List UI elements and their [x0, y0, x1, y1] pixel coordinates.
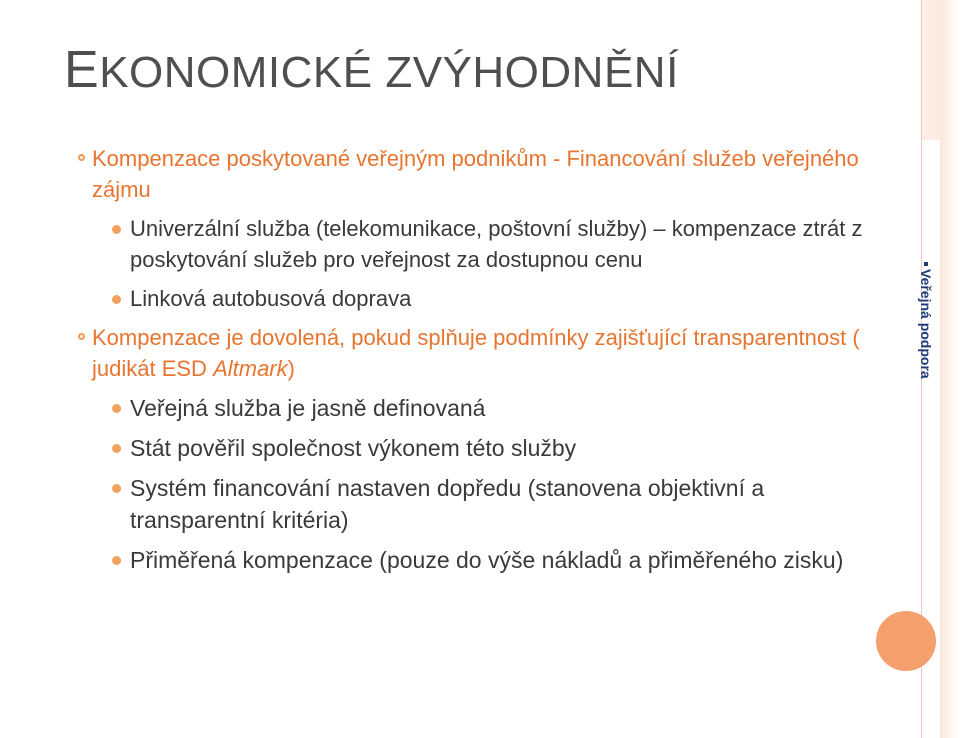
square-bullet-icon — [924, 262, 928, 266]
bullet-text: Kompenzace poskytované veřejným podnikům - Financování služeb veřejného zájmu — [92, 146, 859, 202]
decor-band-right — [940, 0, 960, 738]
title-rest: KONOMICKÉ ZVÝHODNĚNÍ — [99, 48, 679, 97]
bullet-level2 — [78, 544, 878, 576]
side-label-text: Veřejná podpora — [918, 269, 934, 379]
bullet-text: Univerzální služba (telekomunikace, poštovní služby) – kompenzace ztrát z poskytování služeb pro veřejnost za dostupnou cenu — [130, 216, 863, 272]
slide-title — [64, 40, 679, 100]
bullet-level2 — [78, 432, 878, 464]
ring-bullet-icon — [78, 333, 85, 340]
dot-bullet-icon — [112, 225, 121, 234]
bullet-text: Přiměřená kompenzace (pouze do výše nákladů a přiměřeného zisku) — [130, 547, 844, 573]
dot-bullet-icon — [112, 404, 121, 413]
bullet-level2 — [78, 213, 878, 275]
bullet-level2 — [78, 472, 878, 536]
dot-bullet-icon — [112, 484, 121, 493]
dot-bullet-icon — [112, 556, 121, 565]
dot-bullet-icon — [112, 444, 121, 453]
bullet-level1 — [78, 143, 878, 205]
bullet-text: Linková autobusová doprava — [130, 286, 412, 311]
bullet-text-end: ) — [287, 356, 295, 381]
bullet-text: Kompenzace je dovolená, pokud splňuje podmínky zajišťující transparentnost ( judikát ESD — [92, 325, 860, 381]
bullet-level1 — [78, 322, 878, 384]
slide-content — [78, 143, 878, 584]
side-label — [918, 262, 934, 379]
bullet-text: Veřejná služba je jasně definovaná — [130, 395, 486, 421]
ring-bullet-icon — [78, 154, 85, 161]
decor-circle — [876, 611, 936, 671]
bullet-level2 — [78, 283, 878, 314]
bullet-text: Stát pověřil společnost výkonem této služby — [130, 435, 577, 461]
dot-bullet-icon — [112, 295, 121, 304]
bullet-level2 — [78, 392, 878, 424]
bullet-text-italic: Altmark — [213, 356, 288, 381]
title-initial: E — [64, 41, 100, 99]
bullet-text: Systém financování nastaven dopředu (stanovena objektivní a transparentní kritéria) — [130, 475, 765, 533]
